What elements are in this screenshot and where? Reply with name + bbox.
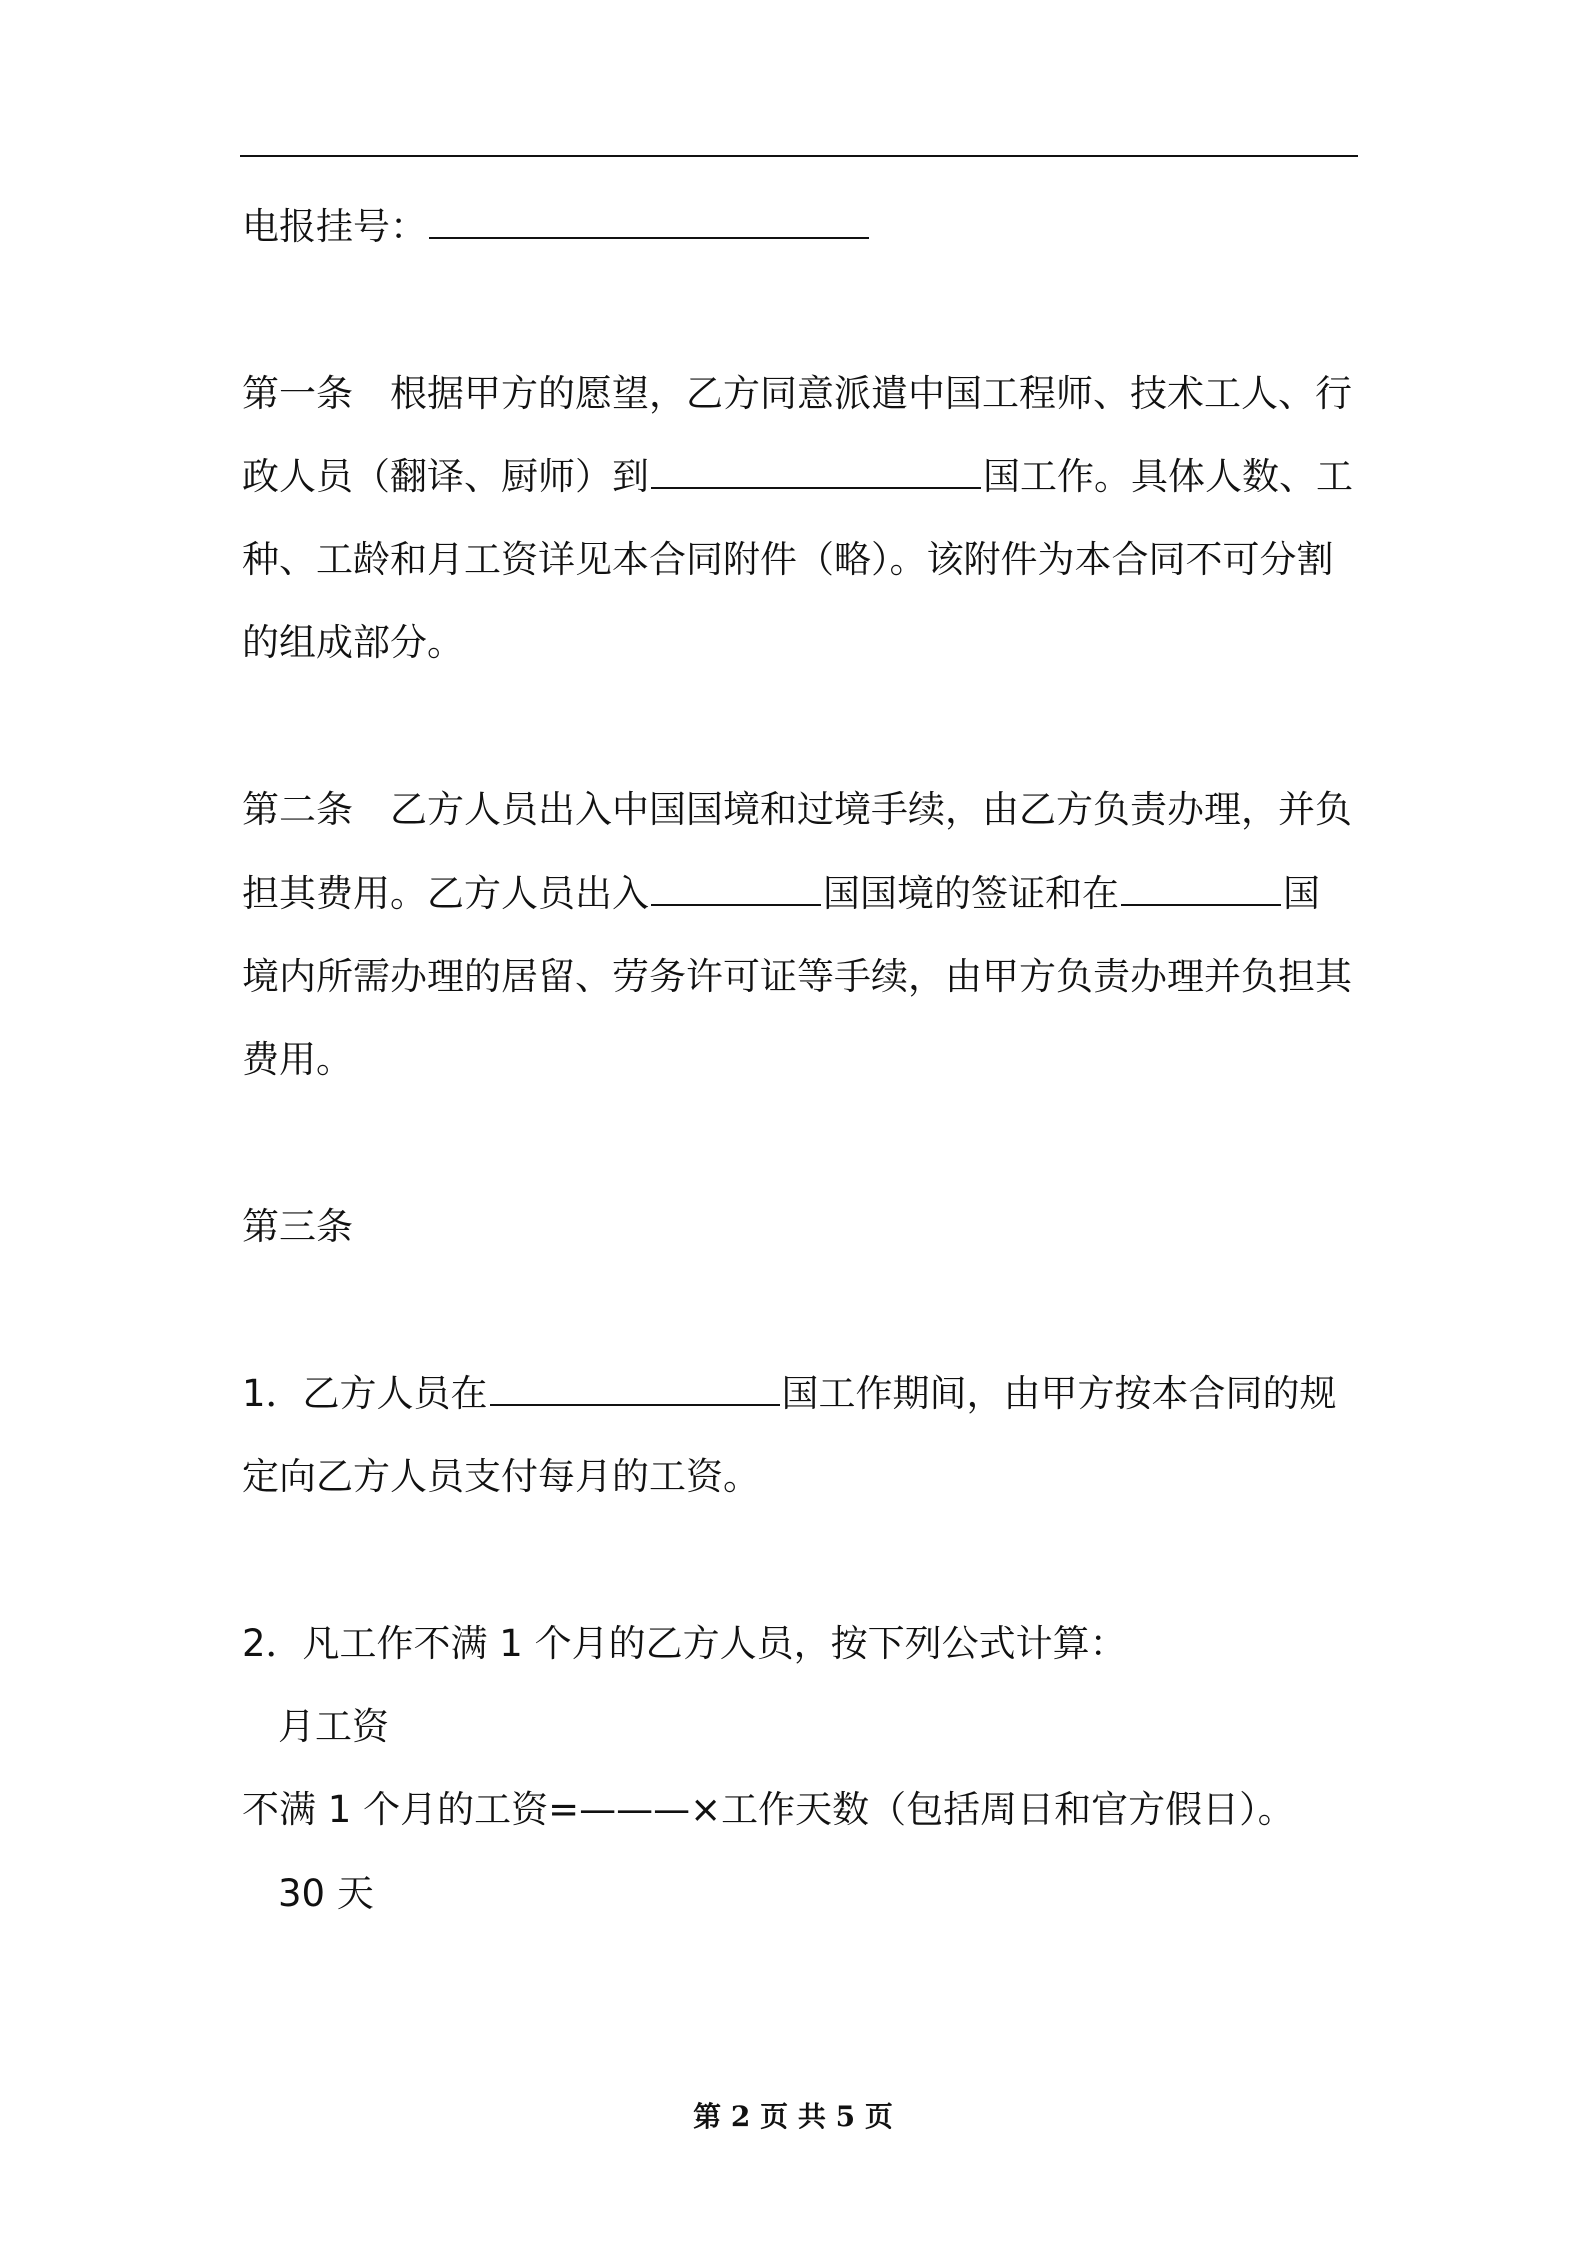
- article3-item1-line1: [242, 1372, 1337, 1416]
- page-footer: [0, 2100, 1586, 2134]
- article3-item1-line2: 定向乙方人员支付每月的工资。: [242, 1455, 760, 1498]
- article3-item2-line1: 2．凡工作不满 1 个月的乙方人员，按下列公式计算：: [242, 1622, 1127, 1665]
- article1-line2-end: 国工作。具体人数、工: [983, 455, 1353, 498]
- telegraph-label: 电报挂号：: [242, 205, 427, 248]
- article2-line2-mid: 国国境的签证和在: [823, 872, 1119, 915]
- entry-country-blank: [651, 872, 821, 906]
- article1-line1: 第一条 根据甲方的愿望，乙方同意派遣中国工程师、技术工人、行: [242, 372, 1352, 415]
- header-divider: [240, 155, 1358, 157]
- article2-line2: [242, 872, 1320, 916]
- article1-line4: 的组成部分。: [242, 621, 464, 664]
- article2-line4: 费用。: [242, 1038, 353, 1081]
- article1-line3: 种、工龄和月工资详见本合同附件（略）。该附件为本合同不可分割: [242, 538, 1334, 581]
- telegraph-line: [242, 205, 871, 249]
- residence-country-blank: [1121, 872, 1281, 906]
- destination-country-blank: [651, 455, 981, 489]
- article3-heading: 第三条: [242, 1205, 353, 1248]
- formula-numerator: 月工资: [278, 1705, 389, 1748]
- page-number-text: 第 2 页 共 5 页: [693, 2100, 893, 2133]
- article1-line2-start: 政人员（翻译、厨师）到: [242, 455, 649, 498]
- article2-line2-start: 担其费用。乙方人员出入: [242, 872, 649, 915]
- formula-line: 不满 1 个月的工资=———×工作天数（包括周日和官方假日）。: [242, 1788, 1295, 1831]
- item1-end: 国工作期间，由甲方按本合同的规: [781, 1372, 1337, 1415]
- article1-line2: [242, 455, 1353, 499]
- telegraph-blank: [429, 205, 869, 239]
- article2-line2-end: 国: [1283, 872, 1320, 915]
- work-country-blank: [490, 1372, 780, 1406]
- article2-line3: 境内所需办理的居留、劳务许可证等手续，由甲方负责办理并负担其: [242, 955, 1352, 998]
- formula-denominator: 30 天: [278, 1872, 374, 1915]
- item1-start: 1．乙方人员在: [242, 1372, 488, 1415]
- article2-line1: 第二条 乙方人员出入中国国境和过境手续，由乙方负责办理，并负: [242, 788, 1352, 831]
